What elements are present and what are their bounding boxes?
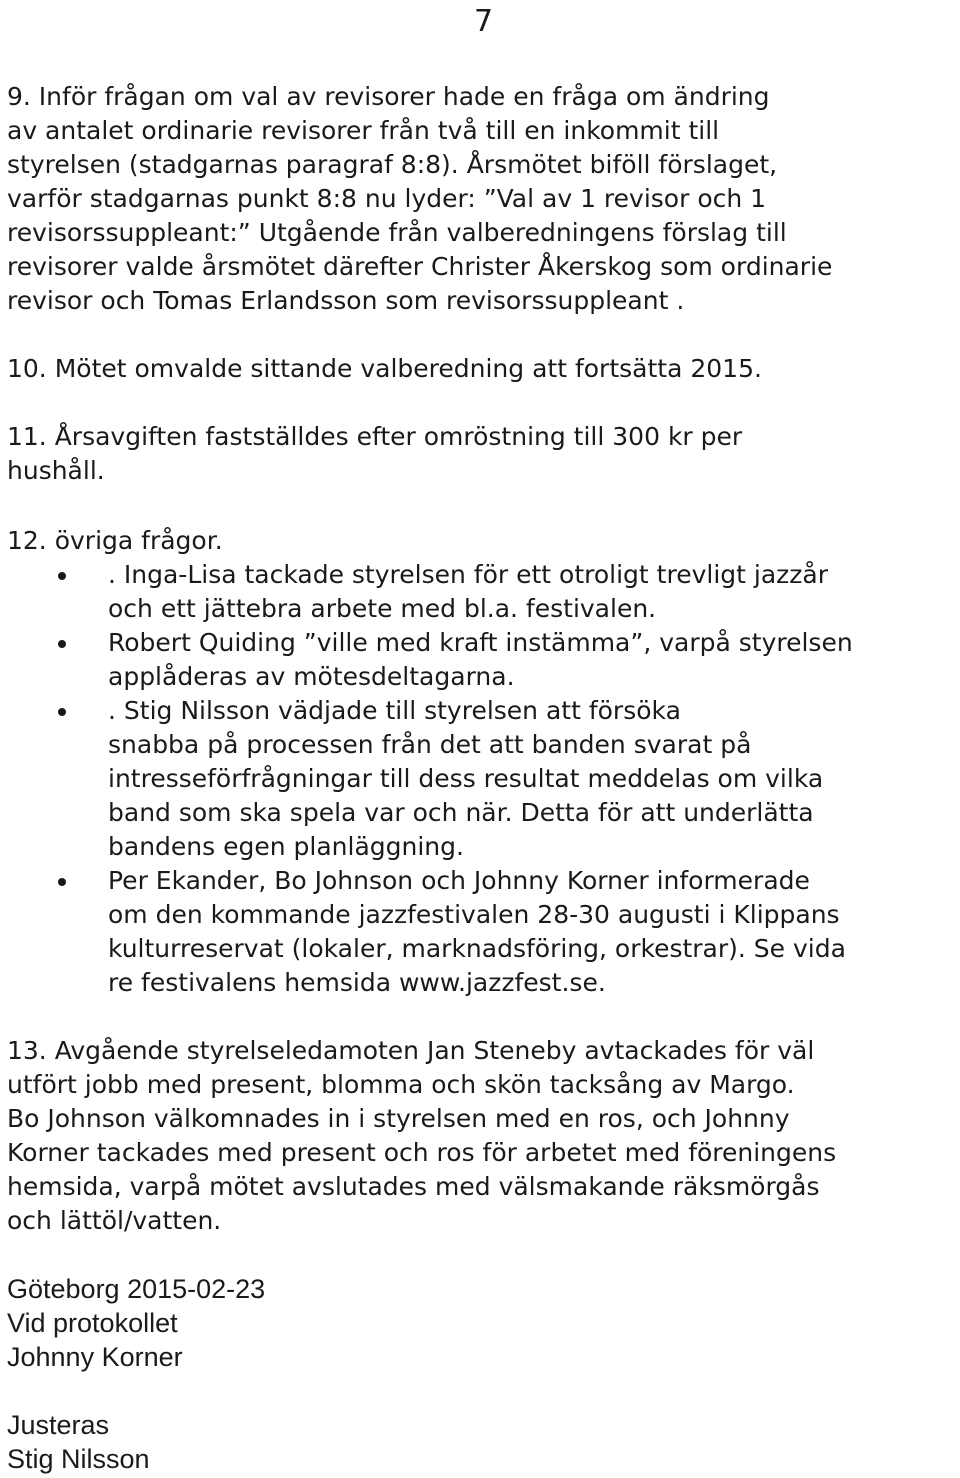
- text-line: applåderas av mötesdeltagarna.: [108, 662, 515, 691]
- adjuster-signature-block: [7, 1408, 607, 1476]
- list-item: [0, 558, 960, 626]
- adjusted-label: Justeras: [7, 1410, 110, 1440]
- item-12-heading: [7, 524, 957, 558]
- place-date: Göteborg 2015-02-23: [7, 1274, 266, 1304]
- list-item: [0, 626, 960, 694]
- bullet-icon: [58, 708, 66, 716]
- bullet-icon: [58, 878, 66, 886]
- text-line: . Stig Nilsson vädjade till styrelsen att försöka: [108, 696, 681, 725]
- item-11-paragraph: [7, 420, 957, 488]
- text-line: kulturreservat (lokaler, marknadsföring, orkestrar). Se vida: [108, 934, 846, 963]
- text-line: hemsida, varpå mötet avslutades med välsmakande räksmörgås: [7, 1172, 820, 1201]
- text-line: och lättöl/vatten.: [7, 1206, 222, 1235]
- item-13-paragraph: [7, 1034, 957, 1238]
- secretary-name: Johnny Korner: [7, 1342, 183, 1372]
- text-line: intresseförfrågningar till dess resultat meddelas om vilka: [108, 764, 824, 793]
- text-line: re festivalens hemsida www.jazzfest.se.: [108, 968, 606, 997]
- text-line: 13. Avgående styrelseledamoten Jan Steneby avtackades för väl: [7, 1036, 815, 1065]
- text-line: . Inga-Lisa tackade styrelsen för ett otroligt trevligt jazzår: [108, 560, 828, 589]
- protocol-label: Vid protokollet: [7, 1308, 178, 1338]
- item-10-paragraph: [7, 352, 957, 386]
- text-line: 11. Årsavgiften fastställdes efter omröstning till 300 kr per: [7, 422, 743, 451]
- text-line: Korner tackades med present och ros för arbetet med föreningens: [7, 1138, 837, 1167]
- text-line: band som ska spela var och när. Detta för att underlätta: [108, 798, 814, 827]
- text-line: hushåll.: [7, 456, 105, 485]
- bullet-icon: [58, 572, 66, 580]
- other-questions-list: [0, 558, 960, 1000]
- text-line: bandens egen planläggning.: [108, 832, 464, 861]
- adjuster-name: Stig Nilsson: [7, 1444, 150, 1474]
- text-line: Robert Quiding ”ville med kraft instämma”, varpå styrelsen: [108, 628, 853, 657]
- text-line: revisorer valde årsmötet därefter Christer Åkerskog som ordinarie: [7, 252, 833, 281]
- protocol-signature-block: [7, 1272, 607, 1374]
- list-item: [0, 694, 960, 864]
- text-line: styrelsen (stadgarnas paragraf 8:8). Årsmötet biföll förslaget,: [7, 150, 778, 179]
- text-line: 9. Inför frågan om val av revisorer hade en fråga om ändring: [7, 82, 770, 111]
- text-line: Per Ekander, Bo Johnson och Johnny Korner informerade: [108, 866, 810, 895]
- text-line: Bo Johnson välkomnades in i styrelsen med en ros, och Johnny: [7, 1104, 790, 1133]
- bullet-icon: [58, 640, 66, 648]
- text-line: revisorssuppleant:” Utgående från valberedningens förslag till: [7, 218, 787, 247]
- item-9-paragraph: [7, 80, 957, 318]
- list-item: [0, 864, 960, 1000]
- text-line: 10. Mötet omvalde sittande valberedning att fortsätta 2015.: [7, 354, 762, 383]
- text-line: om den kommande jazzfestivalen 28-30 augusti i Klippans: [108, 900, 840, 929]
- text-line: av antalet ordinarie revisorer från två till en inkommit till: [7, 116, 720, 145]
- text-line: 12. övriga frågor.: [7, 526, 223, 555]
- text-line: och ett jättebra arbete med bl.a. festivalen.: [108, 594, 657, 623]
- text-line: utfört jobb med present, blomma och skön tacksång av Margo.: [7, 1070, 795, 1099]
- page-number: 7: [474, 4, 494, 39]
- text-line: varför stadgarnas punkt 8:8 nu lyder: ”Val av 1 revisor och 1: [7, 184, 767, 213]
- text-line: revisor och Tomas Erlandsson som revisorssuppleant .: [7, 286, 685, 315]
- text-line: snabba på processen från det att banden svarat på: [108, 730, 752, 759]
